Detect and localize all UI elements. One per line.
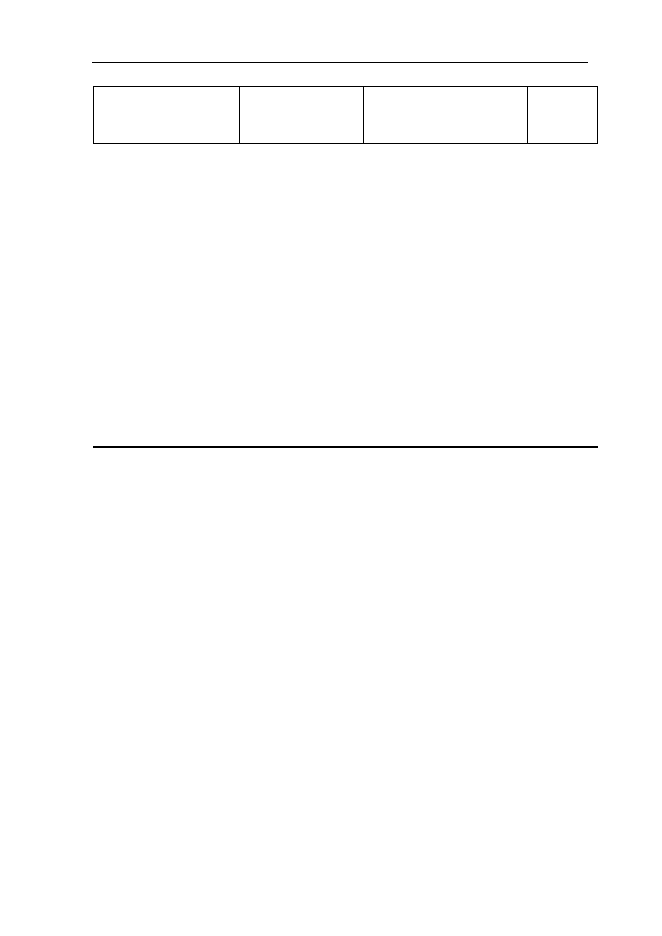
- header-current: [358, 447, 440, 448]
- sub-header-prior: [364, 87, 528, 144]
- empty-cell: [94, 87, 240, 144]
- table-header-row: [94, 447, 598, 448]
- unit-line: [570, 431, 598, 443]
- header-divider: [92, 62, 588, 63]
- sub-header-current: [240, 87, 364, 144]
- sub-header-change: [528, 87, 598, 144]
- header-remark: [520, 447, 598, 448]
- applicability-line: [97, 411, 103, 423]
- sub-header-row: [94, 87, 598, 144]
- header-ytd: [440, 447, 520, 448]
- header-item: [94, 447, 358, 448]
- non-recurring-items-table: [93, 446, 598, 448]
- financial-indicators-table: [93, 86, 598, 144]
